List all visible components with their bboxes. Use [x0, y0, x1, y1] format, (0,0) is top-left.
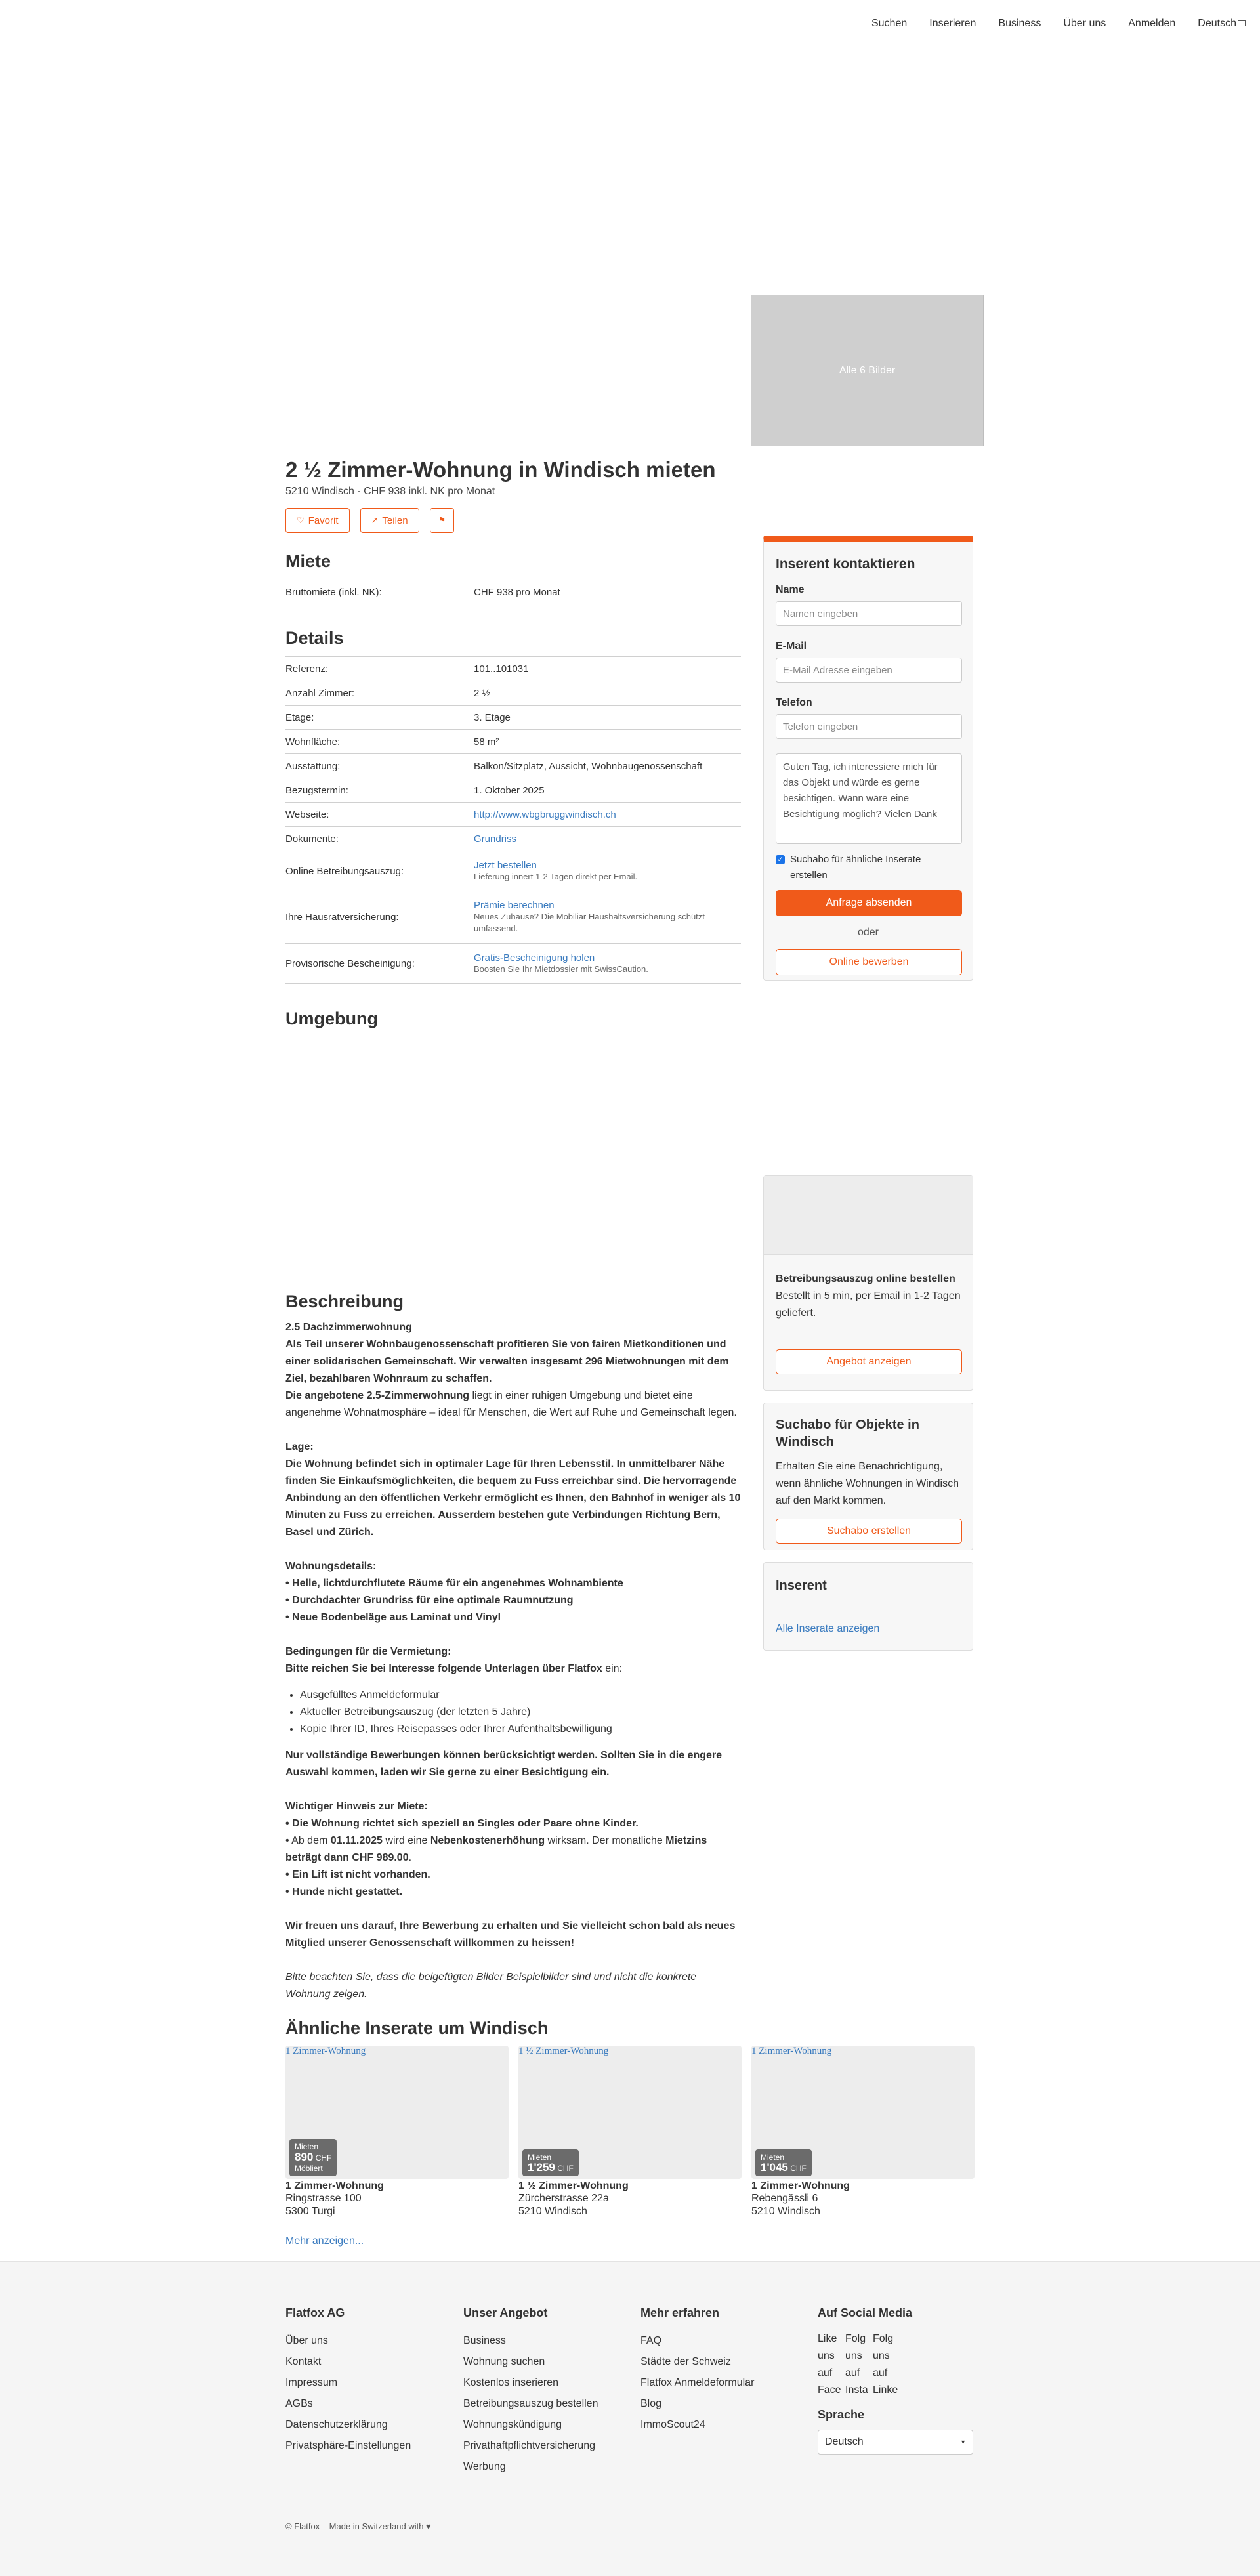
rent-label: Bruttomiete (inkl. NK):	[285, 580, 474, 604]
search-alert-card	[763, 1403, 973, 1550]
social-text: uns	[873, 2350, 890, 2361]
table-row	[285, 827, 741, 851]
footer-col-social	[818, 2306, 973, 2455]
all-images-label: Alle 6 Bilder	[839, 364, 896, 376]
similar-listing-card[interactable]	[751, 2046, 975, 2218]
share-icon: ↗	[371, 515, 379, 525]
listing-actions	[285, 508, 454, 533]
listing-title: 1 ½ Zimmer-Wohnung	[518, 2180, 629, 2191]
footer-heading: Auf Social Media	[818, 2306, 913, 2319]
listing-image	[285, 2046, 509, 2179]
phone-label: Telefon	[776, 697, 812, 708]
rent-heading: Miete	[285, 551, 331, 571]
price-badge	[289, 2139, 337, 2176]
language-heading: Sprache	[818, 2408, 865, 2421]
table-row	[285, 706, 741, 730]
surroundings-heading: Umgebung	[285, 1009, 378, 1028]
flag-report-icon: ⚑	[438, 515, 446, 525]
nav-login[interactable]: Anmelden	[1128, 18, 1176, 29]
list-item: • Ausgefülltes Anmeldeformular	[300, 1687, 741, 1704]
flag-icon	[1238, 20, 1246, 26]
desc-conditions-intro: Bitte reichen Sie bei Interesse folgende Unterlagen über Flatfox	[285, 1663, 602, 1674]
chevron-down-icon: ▼	[960, 2439, 966, 2445]
desc-location-title: Lage:	[285, 1441, 314, 1452]
desc-p2-rest: liegt in einer ruhigen Umgebung und bietet eine angenehme Wohnatmosphäre – ideal für Menschen, die Wert auf Ruhe und Gemeinschaft legen.	[285, 1390, 737, 1418]
detail-label: Anzahl Zimmer:	[285, 681, 474, 706]
listing-title: 1 Zimmer-Wohnung	[751, 2180, 850, 2191]
insurance-note: Neues Zuhause? Die Mobiliar Haushaltsversicherung schützt umfassend.	[474, 912, 705, 933]
social-text: uns	[818, 2350, 835, 2361]
detail-value: 101..101031	[474, 657, 741, 681]
detail-label: Wohnfläche:	[285, 730, 474, 754]
similar-listing-card[interactable]	[285, 2046, 509, 2218]
footer-col-company	[285, 2306, 411, 2457]
footer-link[interactable]: Impressum	[285, 2377, 338, 2388]
detail-label: Ausstattung:	[285, 754, 474, 778]
desc-disclaimer: Bitte beachten Sie, dass die beigefügten Bilder Beispielbilder sind und nicht die konkrete Wohnung zeigen.	[285, 1972, 697, 2000]
contact-heading: Inserent kontaktieren	[776, 557, 915, 572]
notice-part: 01.11.2025	[330, 1835, 383, 1846]
listing-title: 1 Zimmer-Wohnung	[285, 2180, 384, 2191]
page-title: 2 ½ Zimmer-Wohnung in Windisch mieten	[285, 457, 716, 482]
price-value: 1'259	[528, 2161, 555, 2174]
contact-form	[763, 536, 973, 981]
social-links	[818, 2331, 973, 2399]
image-alt-text: 1 ½ Zimmer-Wohnung	[518, 2046, 609, 2056]
nav-advertise[interactable]: Inserieren	[929, 18, 976, 29]
instagram-link[interactable]	[845, 2331, 868, 2399]
desc-p1-title: 2.5 Dachzimmerwohnung	[285, 1322, 412, 1333]
facebook-link[interactable]	[818, 2331, 841, 2399]
email-label: E-Mail	[776, 641, 807, 652]
list-item: • Kopie Ihrer ID, Ihres Reisepasses oder Ihrer Aufenthaltsbewilligung	[300, 1721, 741, 1738]
free-certificate-link[interactable]: Gratis-Bescheinigung holen	[474, 952, 595, 963]
alert-card-title: Suchabo für Objekte in Windisch	[776, 1418, 919, 1449]
nav-language-label: Deutsch	[1198, 18, 1236, 29]
social-text: auf	[845, 2367, 860, 2378]
or-divider	[776, 927, 961, 939]
price-value: 1'045	[761, 2161, 788, 2174]
detail-value: 2 ½	[474, 681, 741, 706]
send-request-button[interactable]: Anfrage absenden	[776, 890, 962, 916]
desc-detail-item: • Helle, lichtdurchflutete Räume für ein angenehmes Wohnambiente	[285, 1578, 623, 1589]
listing-street: Rebengässli 6	[751, 2193, 818, 2204]
footer-col-learn	[640, 2306, 754, 2436]
footer-link[interactable]: Wohnungskündigung	[463, 2419, 562, 2430]
phone-input[interactable]: Telefon eingeben	[776, 714, 962, 739]
required-documents-list	[300, 1687, 741, 1738]
footer-link[interactable]: Privathaftpflichtversicherung	[463, 2440, 595, 2451]
language-value: Deutsch	[825, 2436, 864, 2447]
price-label: Mieten	[295, 2142, 319, 2151]
table-row	[285, 681, 741, 706]
listing-city: 5300 Turgi	[285, 2206, 335, 2217]
social-text: Folg	[845, 2333, 866, 2344]
desc-p1-body: Als Teil unserer Wohnbaugenossenschaft profitieren Sie von fairen Mietkonditionen und einer solidarischen Gemeinschaft. Wir verwalten insgesamt 296 Mietwohnungen mit dem Ziel, bezahlbaren Wohnraum zu schaffen.	[285, 1339, 729, 1384]
nav-language[interactable]	[1198, 18, 1246, 30]
calculate-premium-link[interactable]: Prämie berechnen	[474, 900, 555, 911]
rent-table	[285, 580, 741, 604]
desc-notice-item: • Hunde nicht gestattet.	[285, 1886, 403, 1897]
social-text: auf	[818, 2367, 833, 2378]
show-offer-button[interactable]: Angebot anzeigen	[776, 1349, 962, 1374]
price-currency: CHF	[315, 2153, 332, 2163]
social-text: uns	[845, 2350, 862, 2361]
website-link[interactable]: http://www.wbgbruggwindisch.ch	[474, 809, 616, 820]
social-text: Face	[818, 2384, 841, 2396]
share-label: Teilen	[382, 515, 408, 526]
table-row	[285, 891, 741, 944]
footer-link[interactable]: Business	[463, 2335, 506, 2346]
description	[285, 1292, 741, 2003]
notice-part: .	[408, 1852, 412, 1863]
list-item: • Aktueller Betreibungsauszug (der letzten 5 Jahre)	[300, 1704, 741, 1721]
detail-label: Ihre Hausratversicherung:	[285, 891, 474, 944]
detail-label: Referenz:	[285, 657, 474, 681]
table-row	[285, 657, 741, 681]
footer-heading: Mehr erfahren	[640, 2306, 720, 2319]
heart-icon: ♡	[297, 515, 304, 525]
notice-part: wird eine	[382, 1835, 430, 1846]
desc-closing: Wir freuen uns darauf, Ihre Bewerbung zu erhalten und Sie vielleicht schon bald als neues Mitglied unserer Genossenschaft willkommen zu heissen!	[285, 1920, 736, 1949]
notice-part: Nebenkostenerhöhung	[430, 1835, 545, 1846]
create-alert-button[interactable]: Suchabo erstellen	[776, 1519, 962, 1544]
alert-card-text: Erhalten Sie eine Benachrichtigung, wenn ähnliche Wohnungen in Windisch auf den Markt kommen.	[776, 1461, 959, 1506]
detail-label: Etage:	[285, 706, 474, 730]
order-debt-extract-link[interactable]: Jetzt bestellen	[474, 859, 537, 871]
desc-detail-item: • Neue Bodenbeläge aus Laminat und Vinyl	[285, 1612, 501, 1623]
social-text: Insta	[845, 2384, 868, 2396]
advertiser-title: Inserent	[776, 1578, 827, 1593]
search-alert-label: Suchabo für ähnliche Inserate erstellen	[790, 854, 921, 881]
debt-card-title: Betreibungsauszug online bestellen	[776, 1273, 956, 1284]
price-badge	[522, 2149, 579, 2176]
table-row	[285, 944, 741, 984]
price-label: Mieten	[761, 2153, 785, 2162]
detail-value: 58 m²	[474, 730, 741, 754]
price-extra: Möbliert	[295, 2164, 323, 2173]
desc-notice-item: • Ein Lift ist nicht vorhanden.	[285, 1869, 430, 1880]
desc-location-body: Die Wohnung befindet sich in optimaler Lage für Ihren Lebensstil. In unmittelbarer Nähe finden Sie Einkaufsmöglichkeiten, die bequem zu Fuss erreichbar sind. Die hervorragende Anbindung an den öffentlichen Verkehr ermöglicht es Ihnen, den Bahnhof in weniger als 10 Minuten zu Fuss zu erreichen. Ausserdem bestehen gute Verbindungen Richtung Bern, Basel und Zürich.	[285, 1458, 741, 1538]
all-images-button[interactable]	[751, 295, 984, 446]
desc-incomplete-note: Nur vollständige Bewerbungen können berücksichtigt werden. Sollten Sie in die engere Auswahl kommen, laden wir Sie gerne zu einer Besichtigung ein.	[285, 1750, 723, 1778]
main-column	[285, 551, 741, 1029]
site-header	[0, 0, 1260, 51]
report-button[interactable]	[430, 508, 455, 533]
listing-image	[518, 2046, 742, 2179]
share-button[interactable]	[360, 508, 419, 533]
details-heading: Details	[285, 628, 344, 648]
footer-link[interactable]: Flatfox Anmeldeformular	[640, 2377, 755, 2388]
rent-value: CHF 938 pro Monat	[474, 580, 741, 604]
footer-link[interactable]: Wohnung suchen	[463, 2356, 545, 2367]
social-text: Linke	[873, 2384, 898, 2396]
table-row	[285, 580, 741, 604]
language-select[interactable]	[818, 2430, 973, 2455]
footer-link[interactable]: AGBs	[285, 2398, 313, 2409]
nav-business[interactable]: Business	[998, 18, 1041, 29]
detail-value: Balkon/Sitzplatz, Aussicht, Wohnbaugenossenschaft	[474, 754, 741, 778]
floorplan-link[interactable]: Grundriss	[474, 833, 517, 845]
detail-value: 3. Etage	[474, 706, 741, 730]
all-listings-link[interactable]: Alle Inserate anzeigen	[776, 1623, 880, 1634]
footer-heading: Flatfox AG	[285, 2306, 345, 2319]
similar-heading: Ähnliche Inserate um Windisch	[285, 2018, 549, 2038]
table-row	[285, 851, 741, 891]
footer-link[interactable]: Kontakt	[285, 2356, 322, 2367]
price-currency: CHF	[557, 2164, 574, 2173]
favorite-button[interactable]	[285, 508, 350, 533]
social-text: Like	[818, 2333, 837, 2344]
table-row	[285, 730, 741, 754]
desc-details-title: Wohnungsdetails:	[285, 1561, 377, 1572]
main-nav	[872, 18, 1246, 30]
listing-image	[751, 2046, 975, 2179]
notice-part: Mietzins beträgt dann CHF 989.00	[285, 1835, 707, 1863]
notice-part: • Ab dem	[285, 1835, 331, 1846]
nav-search[interactable]: Suchen	[871, 18, 908, 29]
image-alt-text: 1 Zimmer-Wohnung	[285, 2046, 366, 2056]
footer-link[interactable]: FAQ	[640, 2335, 662, 2346]
advertiser-card	[763, 1562, 973, 1651]
notice-part: wirksam. Der monatliche	[545, 1835, 666, 1846]
desc-notice-item	[285, 1832, 741, 1867]
desc-conditions-title: Bedingungen für die Vermietung:	[285, 1646, 452, 1657]
footer-link[interactable]: Städte der Schweiz	[640, 2356, 731, 2367]
debt-extract-card	[763, 1175, 973, 1391]
copyright: © Flatfox – Made in Switzerland with ♥	[285, 2522, 431, 2531]
detail-label: Provisorische Bescheinigung:	[285, 944, 474, 984]
apply-online-button[interactable]: Online bewerben	[776, 949, 962, 975]
footer-link[interactable]: Betreibungsauszug bestellen	[463, 2398, 598, 2409]
desc-conditions-intro-rest: ein:	[602, 1663, 623, 1674]
desc-p2-bold: Die angebotene 2.5-Zimmerwohnung	[285, 1390, 470, 1401]
debt-card-text: Bestellt in 5 min, per Email in 1-2 Tagen geliefert.	[776, 1290, 961, 1319]
detail-label: Bezugstermin:	[285, 778, 474, 803]
detail-label: Dokumente:	[285, 827, 474, 851]
listing-city: 5210 Windisch	[751, 2206, 820, 2217]
site-footer	[0, 2261, 1260, 2576]
footer-col-offer	[463, 2306, 598, 2478]
show-more-link[interactable]: Mehr anzeigen...	[285, 2235, 364, 2247]
or-label: oder	[857, 927, 879, 938]
detail-label: Webseite:	[285, 803, 474, 827]
similar-listing-card[interactable]	[518, 2046, 742, 2218]
price-currency: CHF	[790, 2164, 807, 2173]
table-row	[285, 754, 741, 778]
favorite-label: Favorit	[308, 515, 339, 526]
details-table	[285, 656, 741, 984]
description-heading: Beschreibung	[285, 1292, 404, 1311]
linkedin-link[interactable]	[873, 2331, 898, 2399]
listing-street: Zürcherstrasse 22a	[518, 2193, 609, 2204]
footer-link[interactable]: Privatsphäre-Einstellungen	[285, 2440, 411, 2451]
listing-street: Ringstrasse 100	[285, 2193, 362, 2204]
price-value: 890	[295, 2151, 314, 2163]
price-label: Mieten	[528, 2153, 552, 2162]
image-alt-text: 1 Zimmer-Wohnung	[751, 2046, 832, 2056]
footer-link[interactable]: Blog	[640, 2398, 662, 2409]
debt-note: Lieferung innert 1-2 Tagen direkt per Email.	[474, 871, 638, 881]
nav-about[interactable]: Über uns	[1063, 18, 1106, 29]
listing-subtitle: 5210 Windisch - CHF 938 inkl. NK pro Monat	[285, 486, 495, 497]
desc-notice-title: Wichtiger Hinweis zur Miete:	[285, 1801, 428, 1812]
table-row	[285, 778, 741, 803]
desc-notice-item: • Die Wohnung richtet sich speziell an Singles oder Paare ohne Kinder.	[285, 1818, 639, 1829]
footer-link[interactable]: ImmoScout24	[640, 2419, 705, 2430]
price-badge	[755, 2149, 812, 2176]
footer-link[interactable]: Kostenlos inserieren	[463, 2377, 558, 2388]
detail-value: 1. Oktober 2025	[474, 778, 741, 803]
email-input[interactable]: E-Mail Adresse eingeben	[776, 658, 962, 683]
listing-city: 5210 Windisch	[518, 2206, 587, 2217]
message-textarea[interactable]: Guten Tag, ich interessiere mich für das Objekt und würde es gerne besichtigen. Wann wäre eine Besichtigung möglich? Vielen Dank	[776, 753, 962, 844]
footer-heading: Unser Angebot	[463, 2306, 548, 2319]
detail-label: Online Betreibungsauszug:	[285, 851, 474, 891]
footer-link[interactable]: Über uns	[285, 2335, 328, 2346]
name-label: Name	[776, 584, 805, 595]
debt-card-image	[764, 1176, 973, 1255]
social-text: auf	[873, 2367, 888, 2378]
footer-link[interactable]: Datenschutzerklärung	[285, 2419, 388, 2430]
deposit-note: Boosten Sie Ihr Mietdossier mit SwissCaution.	[474, 963, 648, 974]
name-input[interactable]: Namen eingeben	[776, 601, 962, 626]
social-text: Folg	[873, 2333, 894, 2344]
desc-detail-item: • Durchdachter Grundriss für eine optimale Raumnutzung	[285, 1595, 574, 1606]
table-row	[285, 803, 741, 827]
footer-link[interactable]: Werbung	[463, 2461, 506, 2472]
search-alert-option	[776, 852, 961, 883]
search-alert-checkbox[interactable]: ✓	[776, 855, 785, 864]
